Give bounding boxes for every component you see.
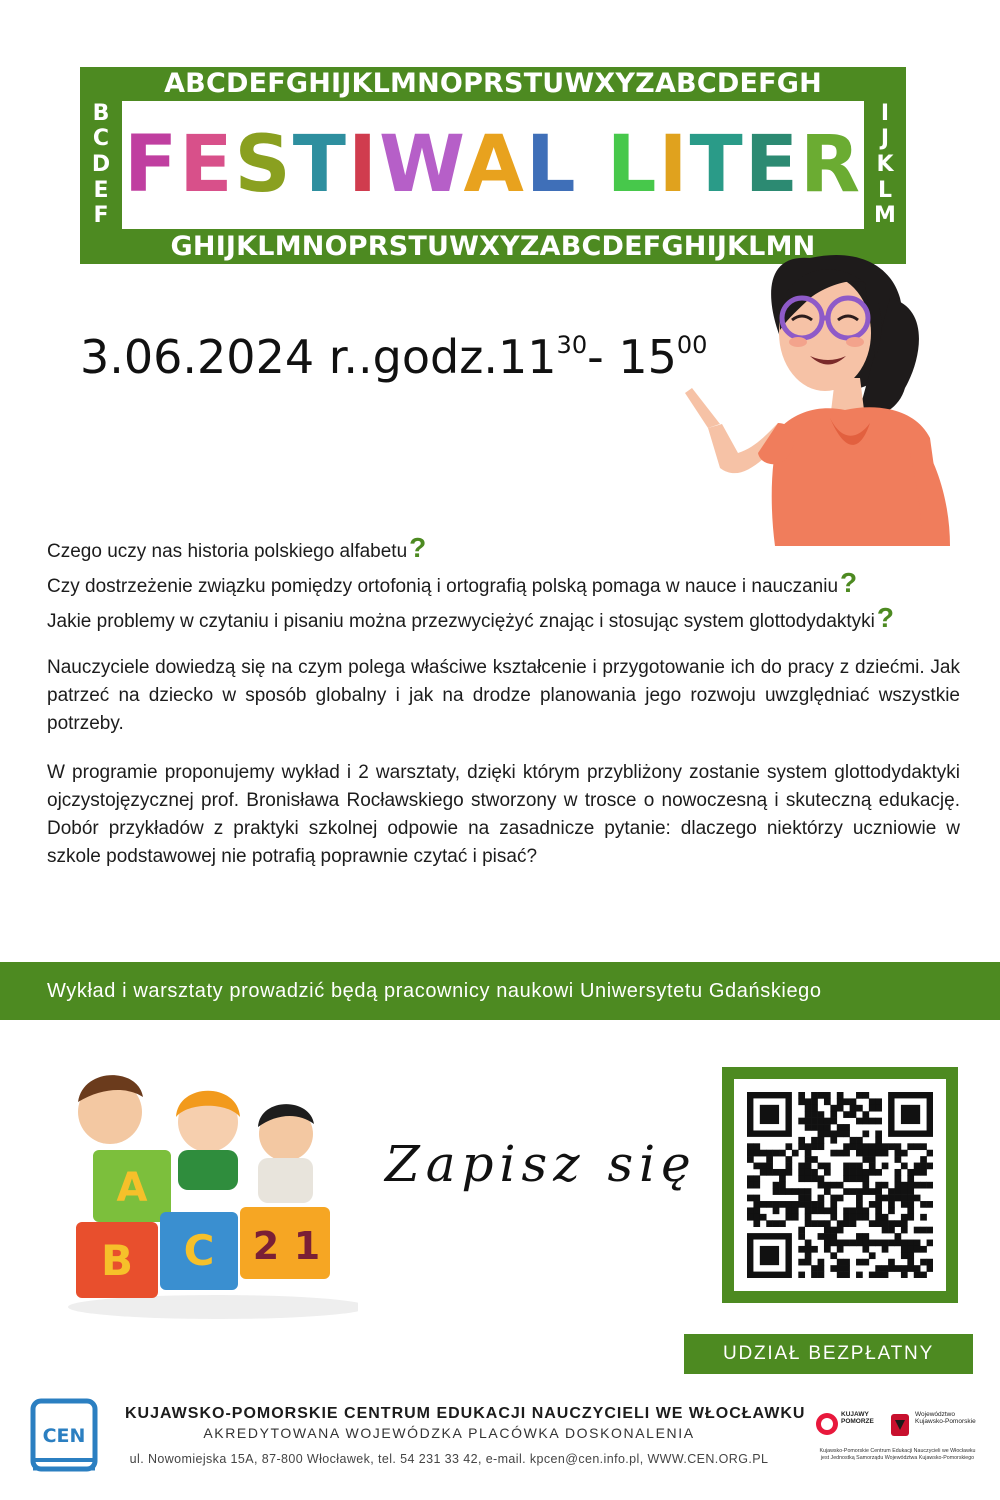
lecturers-banner: Wykład i warsztaty prowadzić będą pracownicy naukowi Uniwersytetu Gdańskiego: [0, 962, 1000, 1020]
question-text: Czego uczy nas historia polskiego alfabetu: [47, 541, 408, 562]
qr-code-pattern: [747, 1092, 933, 1278]
teacher-illustration: [660, 238, 960, 546]
free-participation-badge: UDZIAŁ BEZPŁATNY: [684, 1334, 973, 1374]
title-letter: E: [179, 120, 235, 210]
block-letter-b: B: [100, 1236, 134, 1285]
title-frame: [80, 67, 906, 264]
alphabet-row-bottom: GHIJKLMNOPRSTUWXYZABCDEFGHIJKLMN: [170, 231, 816, 262]
title-box: [122, 101, 864, 229]
question-item: [47, 600, 960, 635]
organization-name: KUJAWSKO-POMORSKIE CENTRUM EDUKACJI NAUCZYCIELI WE WŁOCŁAWKU: [125, 1405, 806, 1422]
alphabet-letter: D: [91, 151, 111, 177]
title-letter: [578, 120, 607, 210]
title-letter: W: [378, 120, 464, 210]
voivodeship-line-2: Kujawsko-Pomorskie: [915, 1418, 976, 1425]
title-letter: I: [347, 120, 379, 210]
event-date-time: [80, 330, 707, 384]
question-item: [47, 530, 960, 565]
title-letter: S: [234, 120, 293, 210]
description-paragraph-2: W programie proponujemy wykład i 2 warsztaty, dzięki którym przybliżony zostanie system glottodydaktyki ojczystojęzycznej prof. Bronisława Rocławskiego stworzony w trosce o nowoczesną i skuteczną edukację. Dobór przykładów z praktyki szkolnej odpowie na zasadnicze pytanie: dlaczego niektórzy uczniowie w szkole podstawowej nie potrafią poprawnie czytać i pisać?: [47, 762, 960, 867]
alphabet-letter: C: [92, 126, 110, 152]
partner-caption: [815, 1448, 980, 1462]
qr-code[interactable]: [734, 1079, 946, 1291]
alphabet-row-top: ABCDEFGHIJKLMNOPRSTUWXYZABCDEFGH: [164, 68, 822, 99]
title-letter: T: [689, 120, 745, 210]
kujawy-pomorze-text: [841, 1411, 874, 1425]
cen-logo-text: CEN: [42, 1425, 86, 1447]
alphabet-letter: I: [880, 100, 890, 126]
title-letter: I: [658, 120, 690, 210]
question-item: [47, 565, 960, 600]
title-letter: T: [292, 120, 348, 210]
title-letter: E: [744, 120, 800, 210]
pomorze-text: POMORZE: [841, 1418, 874, 1425]
start-minute: 30: [556, 330, 588, 359]
end-minute: 00: [676, 330, 708, 359]
title-letter: L: [525, 120, 578, 210]
partner-caption-line-1: Kujawsko-Pomorskie Centrum Edukacji Nauczycieli we Włocławku: [819, 1448, 976, 1454]
signup-label: Zapisz się: [385, 1135, 697, 1193]
block-letter-a: A: [116, 1165, 148, 1211]
kujawy-text: KUJAWY: [841, 1411, 869, 1418]
alphabet-letter: M: [874, 203, 896, 229]
alphabet-letter: J: [880, 126, 890, 152]
questions-list: [47, 530, 960, 635]
partner-logos: [815, 1408, 980, 1470]
title-letter: A: [463, 120, 526, 210]
title-letter: L: [606, 120, 659, 210]
kids-blocks-illustration: [48, 1062, 358, 1324]
voivodeship-text: [915, 1411, 976, 1425]
alphabet-letter: L: [877, 177, 893, 203]
event-time-label: r..godz.: [314, 330, 498, 384]
partner-caption-line-2: jest Jednostką Samorządu Województwa Kujawsko-Pomorskiego: [820, 1455, 975, 1461]
description-paragraph-1: Nauczyciele dowiedzą się na czym polega właściwe kształcenie i przygotowanie ich do pracy z dziećmi. Jak patrzeć na dziecko w sposób globalny i jak na drodze planowania jego rozwoju uwzględniać wszystkie potrzeby.: [47, 657, 960, 734]
question-text: Jakie problemy w czytaniu i pisaniu można przezwyciężyć znając i stosując system glottodydaktyki: [47, 611, 875, 632]
title-letter: F: [123, 120, 180, 210]
cen-logo: [30, 1398, 100, 1478]
question-text: Czy dostrzeżenie związku pomiędzy ortofonią i ortografią polską pomaga w nauce i nauczaniu: [47, 576, 839, 597]
block-number-1: 1: [293, 1224, 321, 1268]
title-letter: R: [800, 120, 863, 210]
alphabet-letter: F: [93, 203, 109, 229]
alphabet-letter: K: [876, 151, 894, 177]
alphabet-column-right: [864, 101, 906, 229]
end-hour: 15: [618, 330, 677, 384]
block-letter-c: C: [183, 1226, 215, 1275]
organization-address: ul. Nowomiejska 15A, 87-800 Włocławek, tel. 54 231 33 42, e-mail. kpcen@cen.info.pl, WWW.CEN.ORG.PL: [129, 1452, 769, 1466]
start-hour: 11: [498, 330, 557, 384]
alphabet-letter: E: [93, 177, 109, 203]
time-dash: -: [587, 330, 619, 384]
festival-title: [122, 101, 864, 229]
alphabet-column-left: [80, 101, 122, 229]
block-number-2: 2: [252, 1224, 280, 1268]
question-mark: ?: [409, 532, 427, 563]
organization-subtitle: AKREDYTOWANA WOJEWÓDZKA PLACÓWKA DOSKONALENIA: [203, 1425, 695, 1441]
question-mark: ?: [840, 567, 858, 598]
qr-code-frame: [722, 1067, 958, 1303]
voivodeship-line-1: Województwo: [915, 1411, 955, 1418]
alphabet-letter: B: [92, 100, 110, 126]
event-date: 3.06.2024: [80, 330, 315, 384]
question-mark: ?: [876, 602, 895, 633]
